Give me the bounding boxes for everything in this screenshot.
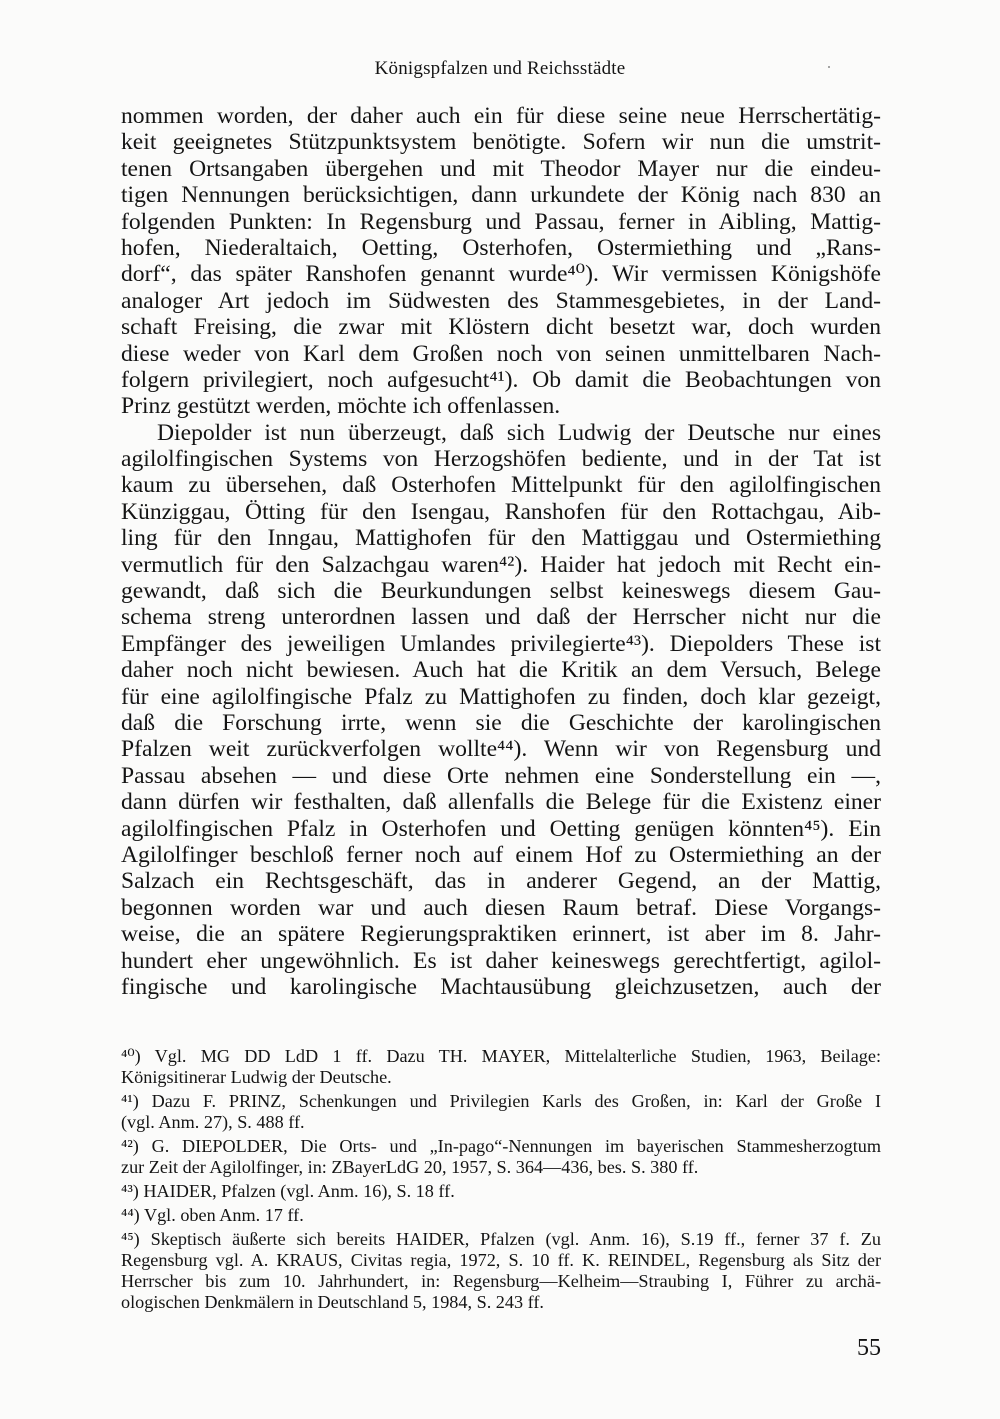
body-text bbox=[121, 103, 881, 1000]
body-line: agilolfingischen Pfalz in Osterhofen und Oetting genügen könnten⁴⁵). Ein bbox=[121, 815, 881, 842]
footnote-line: ⁴⁵) Skeptisch äußerte sich bereits HAIDER, Pfalzen (vgl. Anm. 16), S.19 ff., ferner 37 f. Zu bbox=[121, 1229, 881, 1249]
body-line: Empfänger des jeweiligen Umlandes privilegierte⁴³). Diepolders These ist bbox=[121, 630, 881, 657]
page-number: 55 bbox=[857, 1335, 881, 1361]
footnote-line: ⁴²) G. DIEPOLDER, Die Orts- und „In-pago“-Nennungen im bayerischen Stammesherzogtum bbox=[121, 1136, 881, 1156]
body-line: hundert eher ungewöhnlich. Es ist daher keineswegs gerechtfertigt, agilol- bbox=[121, 947, 881, 974]
footnote-42 bbox=[121, 1136, 881, 1178]
body-line: Diepolder ist nun überzeugt, daß sich Ludwig der Deutsche nur eines bbox=[157, 419, 881, 446]
body-line: Passau absehen — und diese Orte nehmen eine Sonderstellung ein —, bbox=[121, 762, 881, 789]
body-line: daher noch nicht bewiesen. Auch hat die Kritik an dem Versuch, Belege bbox=[121, 657, 881, 684]
footnote-44 bbox=[121, 1205, 881, 1226]
body-line: Salzach ein Rechtsgeschäft, das in anderer Gegend, an der Mattig, bbox=[121, 868, 881, 895]
body-line: hofen, Niederaltaich, Oetting, Osterhofen, Ostermiething und „Rans- bbox=[121, 234, 881, 261]
body-line: weise, die an spätere Regierungspraktiken erinnert, ist aber im 8. Jahr- bbox=[121, 921, 881, 948]
body-line: schema streng unterordnen lassen und daß der Herrscher nicht nur die bbox=[121, 604, 881, 631]
body-line: für eine agilolfingische Pfalz zu Mattighofen zu finden, doch klar gezeigt, bbox=[121, 683, 881, 710]
body-line: vermutlich für den Salzachgau waren⁴²). Haider hat jedoch mit Recht ein- bbox=[121, 551, 881, 578]
body-line: Agilolfinger beschloß ferner noch auf einem Hof zu Ostermiething an der bbox=[121, 841, 881, 868]
footnote-line: Herrscher bis zum 10. Jahrhundert, in: Regensburg—Kelheim—Straubing I, Führer zu archä- bbox=[121, 1271, 881, 1291]
body-line: ling für den Inngau, Mattighofen für den Mattiggau und Ostermiething bbox=[121, 525, 881, 552]
body-line: tenen Ortsangaben übergehen und mit Theodor Mayer nur die eindeu- bbox=[121, 155, 881, 182]
body-line: folgern privilegiert, noch aufgesucht⁴¹). Ob damit die Beobachtungen von bbox=[121, 366, 881, 393]
body-line: Prinz gestützt werden, möchte ich offenlassen. bbox=[121, 393, 561, 420]
footnote-line: zur Zeit der Agilolfinger, in: ZBayerLdG 20, 1957, S. 364—436, bes. S. 380 ff. bbox=[121, 1157, 699, 1177]
body-line: kaum zu übersehen, daß Osterhofen Mittelpunkt für den agilolfingischen bbox=[121, 472, 881, 499]
footnote-line: ologischen Denkmälern in Deutschland 5, 1984, S. 243 ff. bbox=[121, 1292, 544, 1312]
body-line: folgenden Punkten: In Regensburg und Passau, ferner in Aibling, Mattig- bbox=[121, 208, 881, 235]
footnote-40 bbox=[121, 1046, 881, 1088]
footnote-line: Regensburg vgl. A. KRAUS, Civitas regia, 1972, S. 10 ff. K. REINDEL, Regensburg als Sitz der bbox=[121, 1250, 881, 1270]
body-line: agilolfingischen Systems von Herzogshöfen bediente, und in der Tat ist bbox=[121, 446, 881, 473]
body-line: nommen worden, der daher auch ein für diese seine neue Herrschertätig- bbox=[121, 103, 881, 129]
body-line: fingische und karolingische Machtausübung gleichzusetzen, auch der bbox=[121, 973, 881, 1000]
body-line: keit geeignetes Stützpunktsystem benötigte. Sofern wir nun die umstrit- bbox=[121, 129, 881, 156]
running-head: Königspfalzen und Reichsstädte bbox=[374, 58, 626, 79]
body-line: Künziggau, Ötting für den Isengau, Ranshofen für den Rottachgau, Aib- bbox=[121, 498, 881, 525]
footnote-41 bbox=[121, 1091, 881, 1133]
footnote-43 bbox=[121, 1181, 881, 1202]
body-line: daß die Forschung irrte, wenn sie die Geschichte der karolingischen bbox=[121, 709, 881, 736]
body-line: analoger Art jedoch im Südwesten des Stammesgebietes, in der Land- bbox=[121, 287, 881, 314]
body-line: Pfalzen weit zurückverfolgen wollte⁴⁴). Wenn wir von Regensburg und bbox=[121, 736, 881, 763]
footnote-45 bbox=[121, 1229, 881, 1313]
footnote-line: ⁴¹) Dazu F. PRINZ, Schenkungen und Privilegien Karls des Großen, in: Karl der Große I bbox=[121, 1091, 881, 1111]
footnotes bbox=[121, 1046, 881, 1313]
body-line: tigen Nennungen berücksichtigen, dann urkundete der König nach 830 an bbox=[121, 182, 881, 209]
footnote-line: (vgl. Anm. 27), S. 488 ff. bbox=[121, 1112, 305, 1132]
body-line: begonnen worden war und auch diesen Raum betraf. Diese Vorgangs- bbox=[121, 894, 881, 921]
footnote-line: ⁴⁴) Vgl. oben Anm. 17 ff. bbox=[121, 1205, 304, 1225]
scan-speck bbox=[828, 66, 830, 68]
footnote-line: ⁴⁰) Vgl. MG DD LdD 1 ff. Dazu TH. MAYER, Mittelalterliche Studien, 1963, Beilage: bbox=[121, 1046, 881, 1066]
footnote-line: Königsitinerar Ludwig der Deutsche. bbox=[121, 1067, 392, 1087]
body-line: dann dürfen wir festhalten, daß allenfalls die Belege für die Existenz einer bbox=[121, 789, 881, 816]
body-line: schaft Freising, die zwar mit Klöstern dicht besetzt war, doch wurden bbox=[121, 314, 881, 341]
footnote-line: ⁴³) HAIDER, Pfalzen (vgl. Anm. 16), S. 18 ff. bbox=[121, 1181, 455, 1201]
body-line: diese weder von Karl dem Großen noch von seinen unmittelbaren Nach- bbox=[121, 340, 881, 367]
body-line: dorf“, das später Ranshofen genannt wurde⁴⁰). Wir vermissen Königshöfe bbox=[121, 261, 881, 288]
body-line: gewandt, daß sich die Beurkundungen selbst keineswegs diesem Gau- bbox=[121, 578, 881, 605]
